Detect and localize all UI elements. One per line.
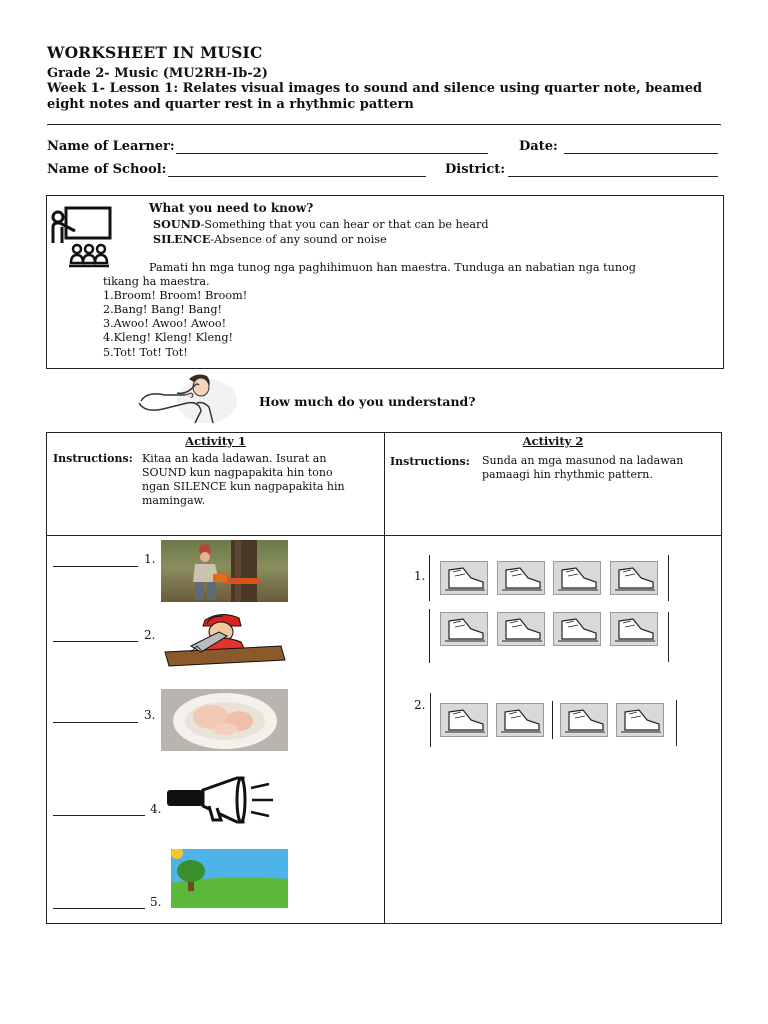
lesson-line-2: eight notes and quarter rest in a rhythmic pattern xyxy=(47,97,414,112)
item-number: 2. xyxy=(144,628,156,642)
district-label: District: xyxy=(445,162,506,177)
sound-item: 3.Awoo! Awoo! Awoo! xyxy=(103,317,227,330)
answer-line[interactable] xyxy=(53,722,138,723)
tree-icon xyxy=(171,849,288,908)
chainsaw-icon xyxy=(161,540,288,602)
learner-name-line[interactable] xyxy=(176,153,488,154)
shoe-icon xyxy=(497,612,545,646)
bar-line xyxy=(429,555,430,601)
answer-line[interactable] xyxy=(53,641,138,642)
sound-term: SOUND xyxy=(153,217,201,231)
saw-icon xyxy=(161,612,288,670)
bar-line xyxy=(429,609,430,663)
district-line[interactable] xyxy=(508,176,718,177)
sound-definition xyxy=(153,217,489,233)
date-label: Date: xyxy=(519,139,558,154)
item-number: 3. xyxy=(144,708,156,722)
activity1-instructions-label: Instructions: xyxy=(53,452,133,465)
shoe-icon xyxy=(610,561,658,595)
column-divider xyxy=(384,432,385,924)
megaphone-icon xyxy=(161,774,288,826)
activity1-title: Activity 1 xyxy=(185,434,246,448)
shoe-icon xyxy=(440,612,488,646)
item-number: 1. xyxy=(144,552,156,566)
baby-icon xyxy=(161,689,288,751)
activity1-instructions-line: ngan SILENCE kun nagpapakita hin xyxy=(142,480,345,493)
answer-line[interactable] xyxy=(53,566,138,567)
row-divider xyxy=(46,535,722,536)
bar-line xyxy=(430,693,431,747)
activity2-title: Activity 2 xyxy=(522,434,584,448)
shoe-icon xyxy=(616,703,664,737)
shoe-icon xyxy=(496,703,544,737)
activity2-instructions-label: Instructions: xyxy=(390,455,470,468)
header-divider xyxy=(47,124,721,125)
worksheet-title: WORKSHEET IN MUSIC xyxy=(47,43,263,62)
date-line[interactable] xyxy=(564,153,718,154)
activity2-instructions-line: pamaagi hin rhythmic pattern. xyxy=(482,468,653,481)
activity1-instructions-line: SOUND kun nagpapakita hin tono xyxy=(142,466,333,479)
know-heading: What you need to know? xyxy=(149,201,314,215)
shoe-icon xyxy=(553,561,601,595)
silence-term: SILENCE xyxy=(153,232,211,246)
sound-item: 2.Bang! Bang! Bang! xyxy=(103,303,223,316)
know-para-line2: tikang ha maestra. xyxy=(103,275,210,288)
school-label: Name of School: xyxy=(47,162,167,177)
shoe-icon xyxy=(610,612,658,646)
shoe-icon xyxy=(553,612,601,646)
thinking-person-icon xyxy=(137,373,237,425)
bar-line xyxy=(668,612,669,662)
silence-def-text: -Absence of any sound or noise xyxy=(210,233,387,246)
bar-line xyxy=(676,700,677,746)
bar-line xyxy=(552,701,553,739)
item-number: 4. xyxy=(150,802,162,816)
understand-heading: How much do you understand? xyxy=(259,394,476,409)
item-number: 5. xyxy=(150,895,162,909)
bar-line xyxy=(668,555,669,601)
sound-item: 1.Broom! Broom! Broom! xyxy=(103,289,248,302)
activity1-instructions-line: Kitaa an kada ladawan. Isurat an xyxy=(142,452,327,465)
know-para-line1: Pamati hn mga tunog nga paghihimuon han maestra. Tunduga an nabatian nga tunog xyxy=(149,261,636,274)
shoe-icon xyxy=(497,561,545,595)
pattern-number: 2. xyxy=(414,698,426,712)
activity2-instructions-line: Sunda an mga masunod na ladawan xyxy=(482,454,684,467)
answer-line[interactable] xyxy=(53,815,145,816)
shoe-icon xyxy=(560,703,608,737)
pattern-number: 1. xyxy=(414,569,426,583)
sound-item: 4.Kleng! Kleng! Kleng! xyxy=(103,331,234,344)
school-name-line[interactable] xyxy=(168,176,426,177)
silence-definition xyxy=(153,232,387,248)
lesson-line-1: Week 1- Lesson 1: Relates visual images to sound and silence using quarter note, beamed xyxy=(47,81,703,96)
grade-line: Grade 2- Music (MU2RH-Ib-2) xyxy=(47,66,268,81)
shoe-icon xyxy=(440,561,488,595)
sound-item: 5.Tot! Tot! Tot! xyxy=(103,346,188,359)
sound-def-text: -Something that you can hear or that can be heard xyxy=(200,218,489,231)
answer-line[interactable] xyxy=(53,908,145,909)
activity1-instructions-line: mamingaw. xyxy=(142,494,206,507)
learner-label: Name of Learner: xyxy=(47,139,175,154)
shoe-icon xyxy=(440,703,488,737)
teacher-board-icon xyxy=(50,205,114,269)
